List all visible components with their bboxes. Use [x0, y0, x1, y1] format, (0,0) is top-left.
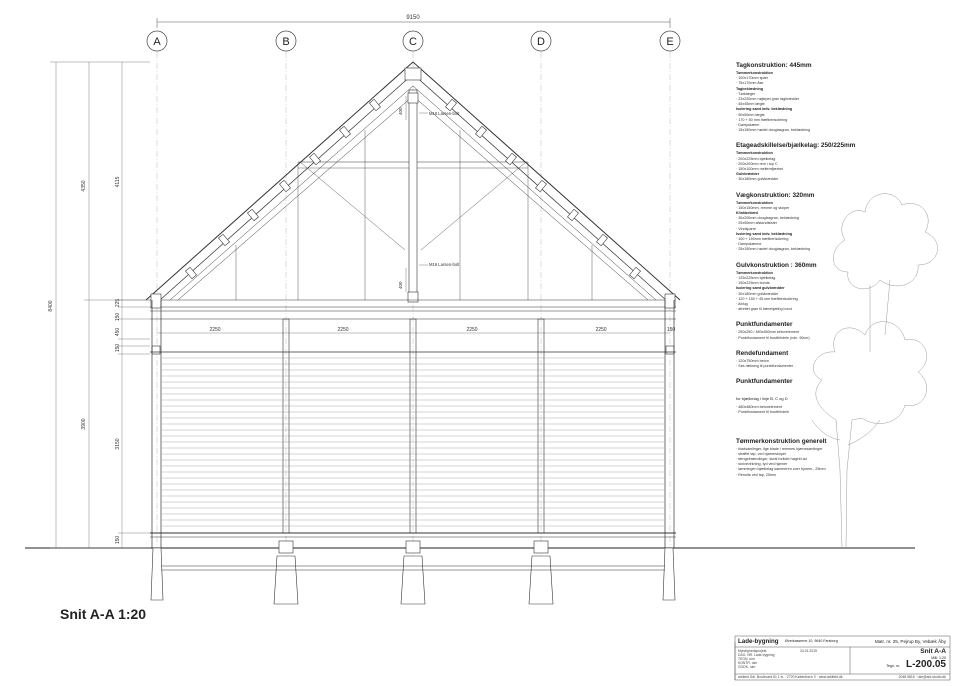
note-line: · 480x480mm betonelement — [736, 405, 782, 410]
note-line: · 250x250 / 480x480mm betonelement — [736, 330, 800, 335]
axis-label-d: D — [537, 36, 545, 48]
bolt-dim-upper: 400 — [398, 107, 403, 115]
note-section — [736, 350, 861, 369]
note-line: · straffet tap, ved hjørnestolper — [736, 451, 787, 456]
king-post — [405, 68, 421, 302]
note-section — [736, 321, 861, 340]
bay-span-4: 2250 — [595, 327, 607, 333]
note-line: · Vindsparre — [736, 226, 757, 231]
wall-posts — [283, 319, 544, 533]
tb-footer-left: arkitekt Sdr. Boulevard 81 1 tv. · 2720 København V · www.arkitekt.dk — [738, 675, 843, 679]
note-line: · Renuits ved tap, 25mm — [736, 472, 777, 477]
note-line: · Dampskærm — [736, 123, 760, 128]
axis-label-c: C — [409, 36, 417, 48]
note-line: · Dampskærme — [736, 242, 762, 247]
dim-450: 450 — [115, 327, 121, 337]
note-line: · 25x150mm høvlet douglasgran, beklædning — [736, 247, 810, 252]
note-heading: Tagkonstruktion: 445mm — [736, 62, 812, 69]
left-height-dimensions — [50, 62, 150, 548]
end-dim-right: 150 — [666, 327, 676, 333]
drawing-title: Snit A-A 1:20 — [60, 606, 147, 622]
note-line: · 200x225mm bjælkelag — [736, 156, 776, 161]
tb-row-5: GODK. ulm — [738, 665, 756, 669]
roof-height-label: 4350 — [81, 180, 87, 192]
note-line: · 25x50mm afstandslister — [736, 221, 778, 226]
note-line: · 30x200mm douglasgran, beklædning — [736, 216, 799, 221]
bay-span-2: 2250 — [337, 327, 349, 333]
note-line: Isolering samt indv. beklædning — [736, 107, 793, 112]
drawing-number: L-200.05 — [905, 659, 946, 670]
note-line: · 150x100mm meltemfjærbet — [736, 167, 784, 172]
bolt-label-lower: M16 Larsen-bolt — [429, 262, 460, 267]
tb-row-4: KONTR. ulm — [738, 661, 758, 665]
note-heading: Vægkonstruktion: 320mm — [736, 191, 815, 199]
tb-row-2: DAG. NR. Lade-bygning — [738, 653, 775, 657]
note-line: · tængebrændinger, skrat forlidet hagebl ad — [736, 456, 807, 461]
note-line: Gulvbrædder — [736, 172, 760, 177]
note-line: · skrivevirkning, tyd ved hjørner — [736, 462, 788, 467]
dim-3150: 3150 — [115, 438, 121, 450]
note-line: · 150x225mm bunds — [736, 281, 770, 286]
note-heading: Rendefundament — [736, 349, 789, 357]
tb-row-3: TEGN. ulm — [738, 657, 755, 661]
title-block — [735, 636, 950, 680]
note-line: · 30x180mm gulvbrædder — [736, 177, 779, 182]
note-heading: Gulvkonstruktion : 360mm — [736, 261, 817, 269]
drawing-scale: Mål: 1:20 — [931, 656, 946, 660]
note-heading: Etageadskillelse/bjælkelag: 250/225mm — [736, 142, 856, 150]
axis-label-e: E — [666, 36, 674, 48]
note-line: · afrettet gran til bærebjælng bund — [736, 307, 792, 312]
dim-225: 225 — [115, 298, 121, 308]
dim-150-b: 150 — [115, 343, 121, 353]
note-line: · Punktfundament til frostfrihdele — [736, 410, 790, 415]
note-line: · 150x150mm, remme og stolper — [736, 205, 790, 210]
bay-span-1: 2250 — [209, 327, 221, 333]
note-line: Tømmerkonstruktion — [736, 270, 773, 275]
bolt-dim-lower: 400 — [398, 281, 403, 289]
note-line: Tømmerkonstruktion — [736, 151, 773, 156]
tb-row-1: Myndighedsprojekt — [738, 649, 767, 653]
note-section — [736, 378, 861, 415]
note-line: · 120 + 150 + 45 mm træfiberisolering — [736, 296, 798, 301]
note-line: Isolering samt indv. beklædning — [736, 231, 793, 236]
note-heading: Punktfundamenter — [736, 321, 793, 329]
dim-150-a: 150 — [115, 312, 121, 322]
inner-height-dimensions — [118, 62, 150, 548]
note-line: Tømmerkonstruktion — [736, 200, 773, 205]
drawing-name: Snit A-A — [920, 648, 946, 655]
wall-height-label: 3900 — [81, 418, 87, 430]
foundations — [151, 541, 675, 604]
construction-notes — [736, 62, 861, 487]
note-line: · 100x170mm spær — [736, 76, 768, 81]
axis-label-b: B — [282, 36, 290, 48]
axis-label-a: A — [153, 36, 161, 48]
note-heading: Punktfundamenter — [736, 378, 793, 386]
note-section — [736, 62, 861, 133]
note-line: · 30x180mm gulvbrædder — [736, 291, 779, 296]
project-location: Matr. nr. 25, Pejrup By, Vebæk Åby — [874, 639, 946, 644]
note-line: Tagbeklædning — [736, 86, 763, 91]
overall-width-label: 9150 — [406, 15, 420, 21]
note-line: · bladsamlinger, lige blade i remmes hjørnesamlinger — [736, 446, 823, 451]
note-line: · Afdug — [736, 301, 748, 306]
dim-150-c: 150 — [115, 535, 121, 545]
tb-footer-right: 2048 5816 · ulm@ark-studio.dk — [898, 675, 946, 679]
tb-date: 24.01.2019 — [800, 649, 817, 653]
note-line: · 120x750mm beton — [736, 358, 769, 363]
note-line: · Tørklæger — [736, 91, 756, 96]
note-line: · 45x45mm lægte — [736, 102, 765, 107]
project-address: Øverkasserne 10, 9640 Farsborg — [785, 639, 838, 643]
project-name: Lade-bygning — [738, 638, 779, 645]
note-line: · 75x170mm åse — [736, 81, 764, 86]
note-section — [736, 262, 861, 313]
note-section — [736, 142, 861, 182]
overall-height-label: 8400 — [48, 300, 54, 312]
note-line: · Ses ræksing til punktfundamenter — [736, 363, 794, 368]
note-line: Klinkbeklæd — [736, 211, 758, 216]
note-line: · 125x225mm bjælkelag — [736, 275, 776, 280]
note-heading-suffix: for bjælkelag i linje B, C og D — [736, 396, 788, 402]
note-section — [736, 438, 861, 478]
note-line: · 100 + 150mm træfiberisolering — [736, 237, 789, 242]
note-line: Tømmerkonstruktion — [736, 71, 773, 75]
note-line: · 50x50mm lægte — [736, 112, 765, 117]
note-section — [736, 192, 861, 253]
note-line: · lømmingen bjælkelag kammeren over bjurem., 25mm — [736, 467, 826, 472]
note-line: Isolering samt gulvbrædder — [736, 286, 785, 291]
bay-span-3: 2250 — [466, 327, 478, 333]
note-line: · 23x220mm nøjlepet gran tagbrædder — [736, 97, 800, 102]
dim-roof: 4115 — [115, 176, 121, 188]
note-line: · Punktfundament til frostfrihdele (min. 90cm) — [736, 335, 810, 340]
bolt-label-upper: M16 Larsen-bolt — [429, 111, 460, 116]
note-line: · 15x150mm høvlet douglasgran, beklædning — [736, 128, 810, 133]
drawing-number-label: Tegn. nr. — [886, 664, 900, 668]
note-line: · 170 + 50 mm træfiberisolering — [736, 117, 788, 122]
note-heading: Tømmerkonstruktion generelt — [736, 437, 827, 445]
note-line: · 200x200mm rem i top C — [736, 161, 778, 166]
